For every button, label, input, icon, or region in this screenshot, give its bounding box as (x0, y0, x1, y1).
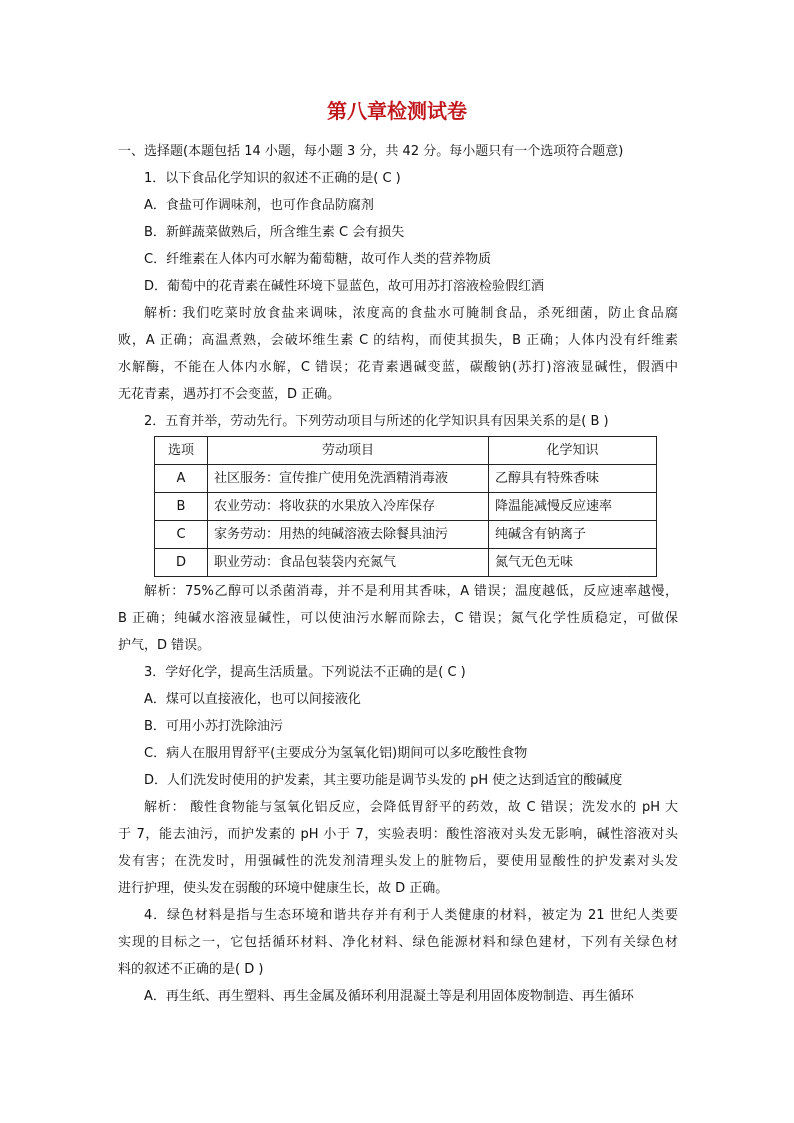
q3-analysis-line: 于 7，能去油污，而护发素的 pH 小于 7，实验表明：酸性溶液对头发无影响，碱性溶液对头 (118, 827, 678, 842)
q2-analysis-line: 解析：75%乙醇可以杀菌消毒，并不是利用其香味，A 错误；温度越低，反应速率越慢， (144, 584, 678, 599)
q1-analysis-line: 水解酶，不能在人体内水解，C 错误；花青素遇碱变蓝，碳酸钠(苏打)溶液显碱性，假酒中 (118, 360, 678, 375)
q3-option-c: C．病人在服用胃舒平(主要成分为氢氧化铝)期间可以多吃酸性食物 (144, 746, 528, 761)
q3-option-b: B．可用小苏打洗除油污 (144, 719, 283, 734)
q1-option-d: D．葡萄中的花青素在碱性环境下显蓝色，故可用苏打溶液检验假红酒 (144, 279, 545, 294)
table-cell: A (155, 465, 208, 493)
table-cell: 家务劳动：用热的纯碱溶液去除餐具油污 (208, 521, 489, 549)
q3-option-a: A．煤可以直接液化，也可以间接液化 (144, 692, 361, 707)
q4-stem-line: 实现的目标之一，它包括循环材料、净化材料、绿色能源材料和绿色建材，下列有关绿色材 (118, 935, 678, 950)
table-cell: 职业劳动：食品包装袋内充氮气 (208, 549, 489, 577)
q3-option-d: D．人们洗发时使用的护发素，其主要功能是调节头发的 pH 使之达到适宜的酸碱度 (144, 773, 623, 788)
q3-analysis-line: 进行护理，使头发在弱酸的环境中健康生长，故 D 正确。 (118, 881, 449, 896)
table-cell: D (155, 549, 208, 577)
table-row (155, 549, 657, 577)
q3-analysis-line: 发有害；在洗发时，用强碱性的洗发剂清理头发上的脏物后，要使用显酸性的护发素对头发 (118, 854, 678, 869)
q2-analysis-line: B 正确；纯碱水溶液显碱性，可以使油污水解而除去，C 错误；氮气化学性质稳定，可做保 (118, 611, 678, 626)
table-cell: 氮气无色无味 (489, 549, 657, 577)
table-header-cell: 选项 (155, 437, 208, 465)
q1-analysis-line: 败，A 正确；高温煮熟，会破坏维生素 C 的结构，而使其损失，B 正确；人体内没有纤维素 (118, 333, 678, 348)
q1-stem: 1．以下食品化学知识的叙述不正确的是( C ) (144, 171, 401, 186)
page-title: 第八章检测试卷 (327, 99, 467, 123)
table-header-cell: 劳动项目 (208, 437, 489, 465)
q1-option-c: C．纤维素在人体内可水解为葡萄糖，故可作人类的营养物质 (144, 252, 492, 267)
section-header: 一、选择题(本题包括 14 小题，每小题 3 分，共 42 分。每小题只有一个选项符合题意) (118, 144, 624, 159)
q1-option-a: A．食盐可作调味剂，也可作食品防腐剂 (144, 198, 374, 213)
document-body (118, 138, 678, 1010)
q1-analysis-line: 解析: 我们吃菜时放食盐来调味，浓度高的食盐水可腌制食品，杀死细菌，防止食品腐 (144, 306, 678, 321)
table-cell: 纯碱含有钠离子 (489, 521, 657, 549)
table-row (155, 521, 657, 549)
table-cell: C (155, 521, 208, 549)
table-cell: 农业劳动：将收获的水果放入冷库保存 (208, 493, 489, 521)
q2-table (154, 436, 657, 577)
q3-stem: 3．学好化学，提高生活质量。下列说法不正确的是( C ) (144, 665, 466, 680)
table-cell: 降温能减慢反应速率 (489, 493, 657, 521)
q4-stem-line: 4．绿色材料是指与生态环境和谐共存并有利于人类健康的材料，被定为 21 世纪人类要 (144, 908, 678, 923)
q1-analysis-line: 无花青素，遇苏打不会变蓝，D 正确。 (118, 387, 341, 402)
q2-stem: 2．五育并举，劳动先行。下列劳动项目与所述的化学知识具有因果关系的是( B ) (144, 414, 609, 429)
q3-analysis-line: 解析： 酸性食物能与氢氧化铝反应，会降低胃舒平的药效，故 C 错误；洗发水的 pH 大 (144, 800, 678, 815)
table-cell: B (155, 493, 208, 521)
q4-option-a: A．再生纸、再生塑料、再生金属及循环利用混凝土等是利用固体废物制造、再生循环 (144, 989, 634, 1004)
table-cell: 乙醇具有特殊香味 (489, 465, 657, 493)
table-header-row (155, 437, 657, 465)
table-row (155, 493, 657, 521)
table-cell: 社区服务：宣传推广使用免洗酒精消毒液 (208, 465, 489, 493)
q4-stem-line: 料的叙述不正确的是( D ) (118, 962, 264, 977)
q2-analysis-line: 护气，D 错误。 (118, 638, 211, 653)
table-header-cell: 化学知识 (489, 437, 657, 465)
q1-option-b: B．新鲜蔬菜做熟后，所含维生素 C 会有损失 (144, 225, 405, 240)
table-row (155, 465, 657, 493)
